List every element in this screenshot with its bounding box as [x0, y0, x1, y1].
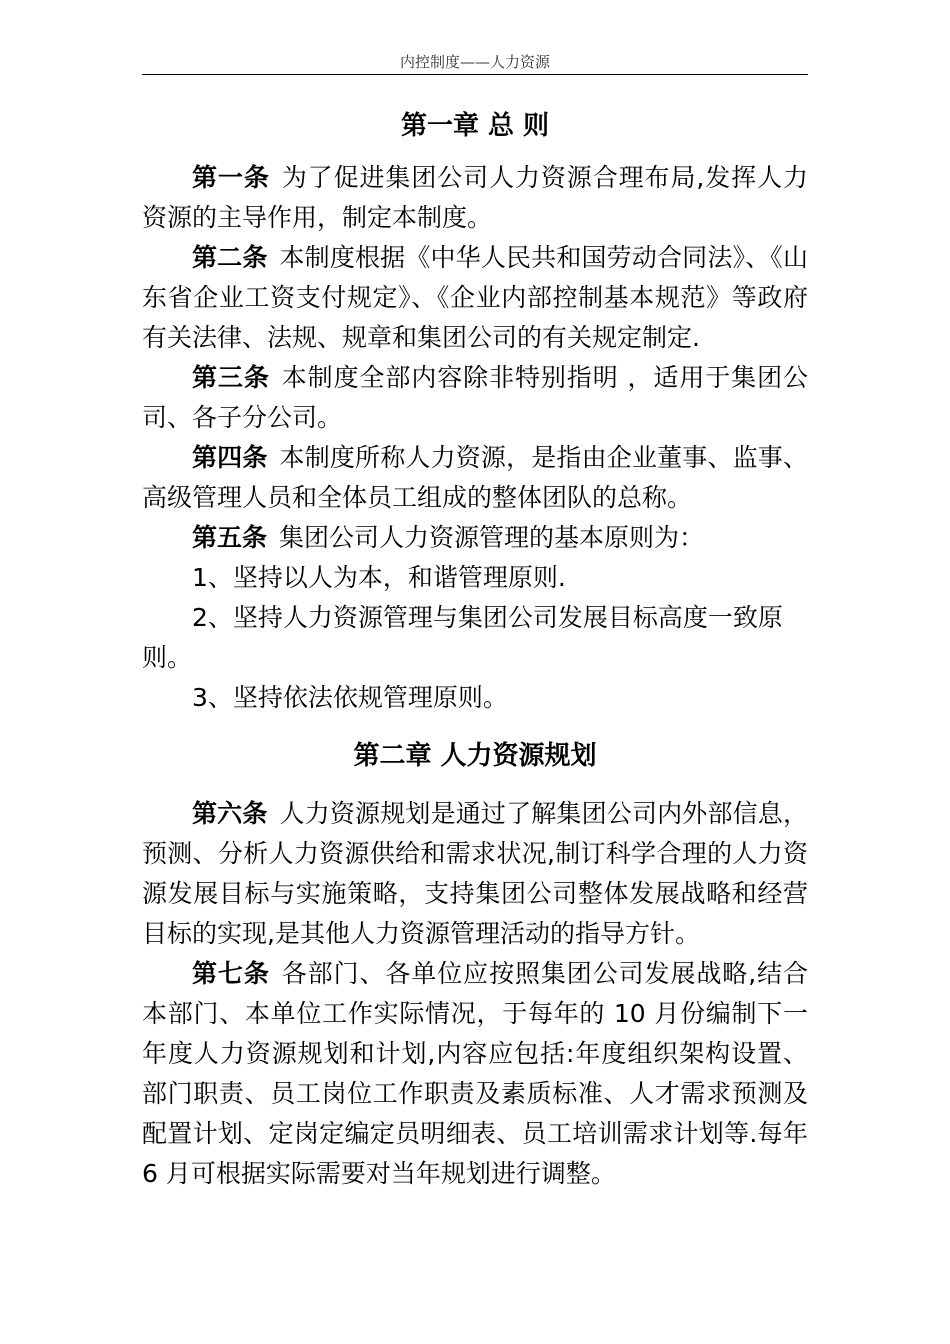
article-5	[142, 518, 808, 558]
page-header: 内控制度——人力资源	[399, 53, 550, 71]
article-3	[142, 358, 808, 438]
article-text: 本制度根据《中华人民共和国劳动合同法》、《山东省企业工资支付规定》、《企业内部控制基本规范》等政府有关法律、法规、规章和集团公司的有关规定制定.	[142, 243, 808, 352]
article-label: 第六条	[192, 799, 268, 828]
article-label: 第一条	[192, 163, 270, 192]
chapter-title: 第一章 总 则	[400, 111, 550, 141]
article-6	[142, 794, 808, 954]
article-text: 人力资源规划是通过了解集团公司内外部信息，预测、分析人力资源供给和需求状况,制订科学合理的人力资源发展目标与实施策略，支持集团公司整体发展战略和经营目标的实现,是其他人力资源管理活动的指导方针。	[142, 799, 808, 948]
article-1	[142, 158, 808, 238]
article-text: 集团公司人力资源管理的基本原则为：	[279, 523, 705, 552]
article-label: 第四条	[192, 443, 268, 472]
article-2	[142, 238, 808, 358]
article-text: 本制度所称人力资源，是指由企业董事、监事、高级管理人员和全体员工组成的整体团队的总称。	[142, 443, 808, 512]
header-divider	[142, 74, 808, 75]
article-text: 各部门、各单位应按照集团公司发展战略,结合本部门、本单位工作实际情况，于每年的 10 月份编制下一年度人力资源规划和计划,内容应包括:年度组织架构设置、部门职责、员工岗位工作职责及素质标准、人才需求预测及配置计划、定岗定编定员明细表、员工培训需求计划等.每年 6 月可根据实际需要对当年规划进行调整。	[142, 959, 808, 1188]
principle-item: 3、坚持依法依规管理原则。	[192, 683, 508, 712]
article-label: 第五条	[192, 523, 268, 552]
principle-item: 1、坚持以人为本，和谐管理原则.	[192, 563, 566, 592]
principle-item: 2、坚持人力资源管理与集团公司发展目标高度一致原则。	[142, 603, 783, 672]
article-label: 第二条	[192, 243, 268, 272]
article-text: 本制度全部内容除非特别指明 ，适用于集团公司、各子分公司。	[142, 363, 808, 432]
article-7	[142, 954, 808, 1194]
article-text: 为了促进集团公司人力资源合理布局,发挥人力资源的主导作用，制定本制度。	[142, 163, 808, 232]
article-label: 第三条	[192, 363, 270, 392]
chapter-title: 第二章 人力资源规划	[353, 741, 597, 771]
article-4	[142, 438, 808, 518]
article-label: 第七条	[192, 959, 270, 988]
document-body	[142, 106, 808, 1194]
